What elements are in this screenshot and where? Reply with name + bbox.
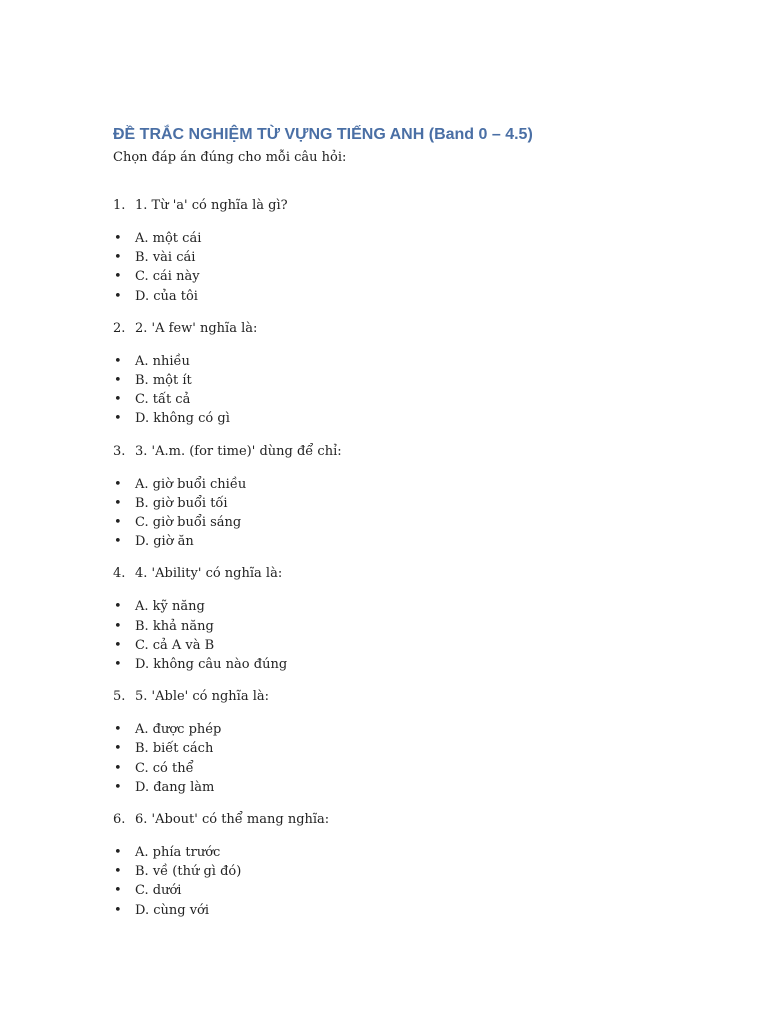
option-item	[113, 739, 713, 758]
option-list	[113, 597, 713, 674]
option-label: A. giờ buổi chiều	[135, 476, 247, 492]
option-item	[113, 229, 713, 248]
bullet-icon: •	[114, 845, 122, 861]
option-label: B. khả năng	[135, 618, 214, 634]
option-label: B. vài cái	[135, 250, 196, 266]
option-item	[113, 862, 713, 881]
bullet-icon: •	[114, 269, 122, 285]
option-label: D. giờ ăn	[135, 534, 194, 550]
document-body	[113, 124, 713, 920]
bullet-icon: •	[114, 250, 122, 266]
option-label: B. biết cách	[135, 741, 214, 757]
bullet-icon: •	[114, 515, 122, 531]
option-label: D. đang làm	[135, 779, 215, 795]
option-list	[113, 229, 713, 306]
bullet-icon: •	[114, 864, 122, 880]
question-label: 3. 'A.m. (for time)' dùng để chỉ:	[135, 443, 342, 459]
option-list	[113, 475, 713, 552]
question-list	[113, 197, 713, 920]
document-title: ĐỀ TRẮC NGHIỆM TỪ VỰNG TIẾNG ANH (Band 0 – 4.5)	[113, 126, 533, 143]
question-number: 5.	[113, 689, 126, 705]
option-label: D. cùng với	[135, 902, 210, 918]
question-block	[113, 811, 713, 920]
option-item	[113, 597, 713, 616]
bullet-icon: •	[114, 779, 122, 795]
option-label: A. nhiều	[135, 353, 190, 369]
option-item	[113, 759, 713, 778]
question-label: 1. Từ 'a' có nghĩa là gì?	[135, 198, 288, 213]
option-item	[113, 843, 713, 862]
bullet-icon: •	[114, 411, 122, 427]
option-item	[113, 390, 713, 409]
option-item	[113, 636, 713, 655]
instruction-text: Chọn đáp án đúng cho mỗi câu hỏi:	[113, 150, 347, 165]
bullet-icon: •	[114, 902, 122, 918]
question-text	[113, 688, 713, 706]
option-item	[113, 475, 713, 494]
option-item	[113, 532, 713, 551]
option-label: D. không câu nào đúng	[135, 657, 288, 673]
option-item	[113, 778, 713, 797]
bullet-icon: •	[114, 637, 122, 653]
bullet-icon: •	[114, 760, 122, 776]
bullet-icon: •	[114, 534, 122, 550]
option-label: A. kỹ năng	[135, 599, 205, 615]
question-label: 5. 'Able' có nghĩa là:	[135, 689, 270, 705]
option-label: B. giờ buổi tối	[135, 495, 228, 511]
option-list	[113, 352, 713, 429]
bullet-icon: •	[114, 392, 122, 408]
option-item	[113, 248, 713, 267]
option-item	[113, 494, 713, 513]
option-label: C. dưới	[135, 883, 182, 899]
option-label: C. có thể	[135, 760, 194, 776]
bullet-icon: •	[114, 657, 122, 673]
question-text	[113, 320, 713, 338]
bullet-icon: •	[114, 373, 122, 389]
question-number: 6.	[113, 812, 126, 828]
question-block	[113, 320, 713, 429]
question-block	[113, 443, 713, 552]
option-label: D. của tôi	[135, 288, 198, 304]
option-item	[113, 617, 713, 636]
option-label: C. cả A và B	[135, 637, 215, 653]
bullet-icon: •	[114, 722, 122, 738]
option-item	[113, 267, 713, 286]
question-text	[113, 443, 713, 461]
question-text	[113, 811, 713, 829]
option-item	[113, 409, 713, 428]
option-item	[113, 901, 713, 920]
option-label: A. phía trước	[135, 845, 221, 861]
option-item	[113, 352, 713, 371]
option-label: A. được phép	[135, 722, 222, 738]
question-number: 2.	[113, 320, 126, 336]
option-label: D. không có gì	[135, 411, 230, 427]
question-number: 1.	[113, 198, 126, 213]
option-list	[113, 843, 713, 920]
option-label: C. giờ buổi sáng	[135, 515, 242, 531]
option-item	[113, 881, 713, 900]
bullet-icon: •	[114, 353, 122, 369]
bullet-icon: •	[114, 618, 122, 634]
bullet-icon: •	[114, 476, 122, 492]
bullet-icon: •	[114, 599, 122, 615]
question-label: 4. 'Ability' có nghĩa là:	[135, 566, 283, 582]
bullet-icon: •	[114, 288, 122, 304]
question-block	[113, 688, 713, 797]
option-item	[113, 371, 713, 390]
question-block	[113, 197, 713, 306]
option-label: C. tất cả	[135, 392, 191, 408]
question-label: 2. 'A few' nghĩa là:	[135, 320, 258, 336]
option-item	[113, 287, 713, 306]
bullet-icon: •	[114, 495, 122, 511]
question-block	[113, 565, 713, 674]
question-text	[113, 197, 713, 215]
question-number: 4.	[113, 566, 126, 582]
option-item	[113, 720, 713, 739]
option-label: A. một cái	[135, 231, 202, 246]
option-item	[113, 513, 713, 532]
option-list	[113, 720, 713, 797]
bullet-icon: •	[114, 883, 122, 899]
question-text	[113, 565, 713, 583]
question-number: 3.	[113, 443, 126, 459]
option-label: B. một ít	[135, 373, 192, 389]
bullet-icon: •	[114, 741, 122, 757]
option-label: C. cái này	[135, 269, 200, 285]
option-label: B. về (thứ gì đó)	[135, 864, 242, 880]
bullet-icon: •	[114, 231, 122, 246]
question-label: 6. 'About' có thể mang nghĩa:	[135, 812, 330, 828]
option-item	[113, 655, 713, 674]
